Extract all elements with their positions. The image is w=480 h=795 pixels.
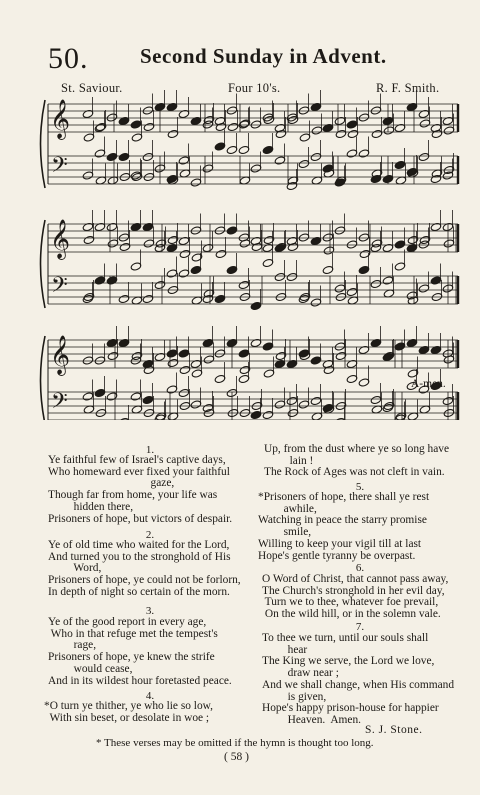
- verse-7: To thee we turn, until our souls shall hear The King we serve, the Lord we love, draw near ; And we shall change, when His command is given, Hope's happy prison-house for happier Heaven. Amen.: [262, 632, 455, 726]
- note-head: [323, 365, 335, 374]
- note-head: [106, 113, 118, 122]
- note-head: [443, 126, 455, 135]
- note-head: [119, 242, 131, 251]
- note-head: [334, 342, 346, 351]
- note-head: [214, 349, 226, 358]
- note-head: [311, 126, 323, 135]
- note-head: [310, 298, 322, 307]
- verse-number: 6.: [355, 562, 365, 574]
- note-head: [178, 349, 190, 358]
- tune-name: St. Saviour.: [61, 81, 123, 95]
- note-head: [275, 351, 287, 360]
- note-head: [322, 164, 334, 173]
- note-head: [83, 235, 95, 244]
- bass-clef: 𝄢: [51, 389, 68, 419]
- note-head: [443, 239, 455, 248]
- note-head: [394, 262, 406, 271]
- note-head: [178, 269, 190, 278]
- note-head: [323, 246, 335, 255]
- verse-number: 3.: [145, 605, 155, 617]
- note-head: [251, 242, 263, 251]
- note-head: [419, 119, 431, 128]
- note-head: [83, 133, 95, 142]
- note-head: [346, 374, 358, 383]
- note-head: [358, 113, 370, 122]
- note-head: [191, 369, 203, 378]
- note-head: [275, 129, 287, 138]
- note-head: [215, 249, 227, 258]
- note-head: [106, 152, 118, 161]
- note-head: [190, 400, 202, 409]
- note-head: [130, 120, 142, 129]
- note-head: [143, 239, 155, 248]
- note-head: [226, 145, 238, 154]
- note-head: [334, 226, 346, 235]
- note-head: [370, 279, 382, 288]
- note-head: [310, 396, 322, 405]
- verse-5: *Prisoners of hope, there shall ye rest awhile, Watching in peace the starry promise smile, Willing to keep your vigil till at last Hope's gentle tyranny be overpast.: [258, 491, 430, 562]
- note-head: [394, 342, 406, 351]
- note-head: [226, 226, 238, 235]
- note-head: [94, 149, 106, 158]
- verse-2: Ye of old time who waited for the Lord, And turned you to the stronghold of His Word, Prisoners of hope, ye could not be forlorn, In depth of night so certain of the morn.: [48, 539, 241, 598]
- note-head: [347, 129, 359, 138]
- note-head: [239, 365, 251, 374]
- note-head: [191, 253, 203, 262]
- note-head: [407, 235, 419, 244]
- footnote: * These verses may be omitted if the hymn is thought too long.: [96, 737, 374, 749]
- note-head: [286, 272, 298, 281]
- note-head: [370, 106, 382, 115]
- note-head: [394, 160, 406, 169]
- brace: [41, 220, 46, 308]
- note-head: [214, 226, 226, 235]
- note-head: [130, 262, 142, 271]
- note-head: [118, 152, 130, 161]
- note-head: [322, 233, 334, 242]
- note-head: [263, 235, 275, 244]
- verse-number: 2.: [145, 529, 155, 541]
- bass-clef: 𝄢: [51, 153, 68, 183]
- bass-clef: 𝄢: [51, 273, 68, 303]
- note-head: [166, 349, 178, 358]
- note-head: [178, 156, 190, 165]
- note-head: [82, 171, 94, 180]
- note-head: [431, 129, 443, 138]
- note-head: [107, 351, 119, 360]
- hymn-number: 50.: [48, 42, 89, 75]
- verse-4-continued: Up, from the dust where ye so long have lain ! The Rock of Ages was not cleft in vain.: [264, 443, 450, 479]
- note-head: [82, 356, 94, 365]
- note-head: [166, 269, 178, 278]
- note-head: [203, 355, 215, 364]
- note-head: [238, 145, 250, 154]
- note-head: [250, 301, 262, 310]
- note-head: [382, 276, 394, 285]
- note-head: [298, 400, 310, 409]
- note-head: [202, 403, 214, 412]
- note-head: [358, 149, 370, 158]
- note-head: [166, 385, 178, 394]
- note-head: [190, 265, 202, 274]
- note-head: [239, 239, 251, 248]
- note-head: [334, 417, 346, 420]
- note-head: [262, 258, 274, 267]
- note-head: [118, 294, 130, 303]
- note-head: [286, 396, 298, 405]
- note-head: [298, 106, 310, 115]
- brace: [41, 336, 46, 420]
- note-head: [359, 249, 371, 258]
- note-head: [406, 291, 418, 300]
- note-head: [118, 233, 130, 242]
- verse-3: Ye of the good report in every age, Who in that refuge met the tempest's rage, Prisoners of hope, ye knew the strife would cease, And in its wildest hour foretasted peace.: [48, 616, 232, 687]
- note-head: [227, 122, 239, 131]
- note-head: [407, 369, 419, 378]
- note-head: [383, 126, 395, 135]
- verse-number: 7.: [355, 621, 365, 633]
- note-head: [394, 240, 406, 249]
- verse-6: O Word of Christ, that cannot pass away, The Church's stronghold in her evil day, Turn we to thee, whatever foe prevail, On the wild hill, or in the solemn vale.: [262, 573, 449, 621]
- note-head: [118, 417, 130, 420]
- note-head: [358, 265, 370, 274]
- verse-number: 4.: [145, 690, 155, 702]
- note-head: [142, 294, 154, 303]
- note-head: [322, 265, 334, 274]
- note-head: [310, 152, 322, 161]
- note-head: [238, 349, 250, 358]
- note-head: [179, 249, 191, 258]
- brace: [41, 100, 46, 188]
- note-head: [238, 374, 250, 383]
- note-head: [370, 395, 382, 404]
- note-head: [334, 284, 346, 293]
- note-head: [287, 242, 299, 251]
- note-head: [299, 133, 311, 142]
- note-head: [274, 156, 286, 165]
- note-head: [142, 395, 154, 404]
- page-number: ( 58 ): [224, 751, 249, 763]
- treble-clef: 𝄞: [50, 335, 71, 375]
- note-head: [143, 122, 155, 131]
- note-head: [106, 392, 118, 401]
- note-head: [250, 410, 262, 419]
- note-head: [263, 369, 275, 378]
- note-head: [238, 280, 250, 289]
- note-head: [214, 374, 226, 383]
- note-head: [154, 280, 166, 289]
- amen-label: A-men.: [411, 378, 446, 390]
- note-head: [190, 178, 202, 187]
- author: S. J. Stone.: [365, 724, 423, 736]
- note-head: [142, 152, 154, 161]
- treble-clef: 𝄞: [50, 219, 71, 259]
- note-head: [167, 129, 179, 138]
- note-head: [298, 233, 310, 242]
- note-head: [214, 142, 226, 151]
- note-head: [418, 152, 430, 161]
- note-head: [346, 149, 358, 158]
- verse-number: 1.: [145, 444, 155, 456]
- note-head: [107, 239, 119, 248]
- verse-4: *O turn ye thither, ye who lie so low, With sin beset, or desolate in woe ;: [44, 700, 214, 724]
- note-head: [430, 276, 442, 285]
- note-head: [274, 272, 286, 281]
- note-head: [106, 276, 118, 285]
- note-head: [190, 226, 202, 235]
- note-head: [226, 265, 238, 274]
- note-head: [298, 159, 310, 168]
- note-head: [130, 392, 142, 401]
- note-head: [94, 276, 106, 285]
- note-head: [82, 392, 94, 401]
- note-head: [262, 342, 274, 351]
- note-head: [226, 106, 238, 115]
- composer: R. F. Smith.: [376, 81, 440, 95]
- note-head: [418, 284, 430, 293]
- note-head: [179, 365, 191, 374]
- note-head: [250, 120, 262, 129]
- note-head: [310, 356, 322, 365]
- note-head: [250, 164, 262, 173]
- note-head: [178, 388, 190, 397]
- note-head: [443, 355, 455, 364]
- note-head: [358, 233, 370, 242]
- verse-number: 5.: [355, 481, 365, 493]
- note-head: [262, 145, 274, 154]
- note-head: [346, 120, 358, 129]
- verse-1: Ye faithful few of Israel's captive days, Who homeward ever fixed your faithful gaze, Though far from home, your life was hidden there, Prisoners of hope, but victors of despair.: [48, 454, 233, 525]
- note-head: [94, 356, 106, 365]
- meter: Four 10's.: [228, 81, 281, 95]
- treble-clef: 𝄞: [50, 99, 71, 139]
- note-head: [335, 129, 347, 138]
- note-head: [371, 129, 383, 138]
- note-head: [214, 294, 226, 303]
- note-head: [131, 133, 143, 142]
- note-head: [274, 400, 286, 409]
- hymn-title: Second Sunday in Advent.: [140, 44, 387, 68]
- note-head: [167, 235, 179, 244]
- note-head: [215, 122, 227, 131]
- note-head: [142, 106, 154, 115]
- note-head: [167, 358, 179, 367]
- note-head: [346, 287, 358, 296]
- note-head: [382, 174, 394, 183]
- note-head: [346, 240, 358, 249]
- note-head: [262, 410, 274, 419]
- note-head: [94, 388, 106, 397]
- note-head: [358, 378, 370, 387]
- note-head: [202, 164, 214, 173]
